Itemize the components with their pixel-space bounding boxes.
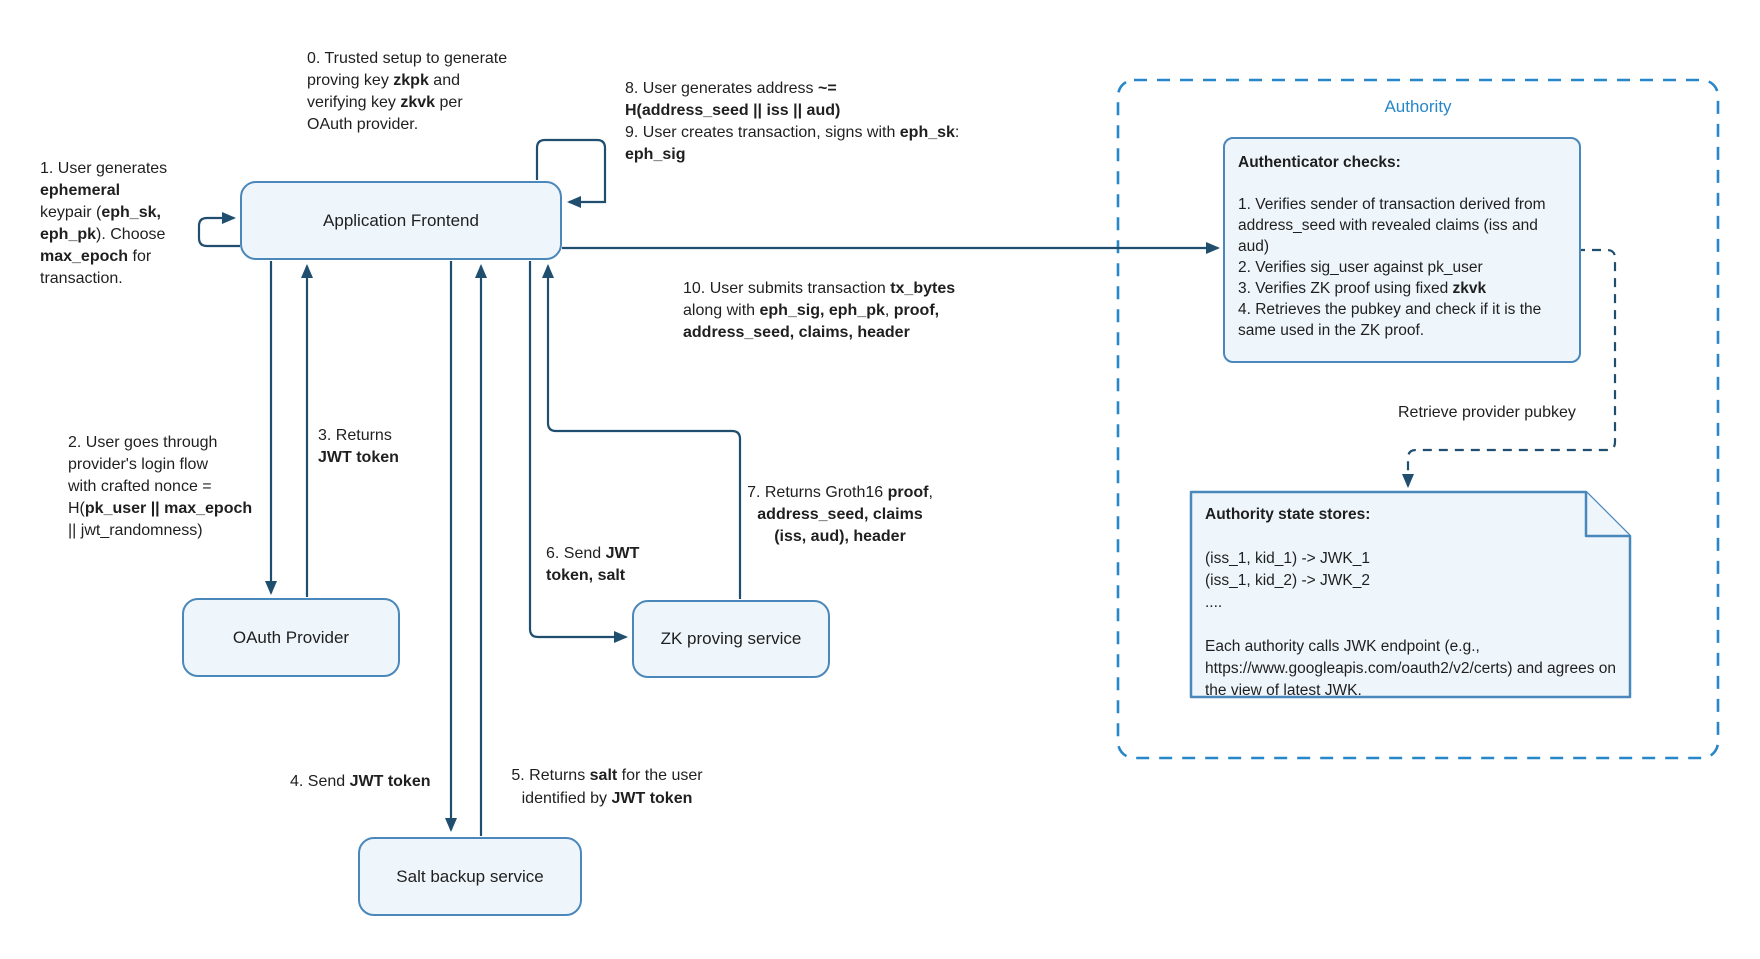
annotation-step-2: 2. User goes through provider's login flow with crafted nonce = H(pk_user || max_epoch || jwt_randomness) bbox=[68, 434, 253, 539]
authority-state-store-note: Each authority calls JWK endpoint (e.g., https://www.googleapis.com/oauth2/v2/certs) and agrees on the view of latest JWK. bbox=[1205, 638, 1616, 699]
authority-state-store-jwk-lines: (iss_1, kid_1) -> JWK_1 (iss_1, kid_2) -> JWK_2 .... bbox=[1205, 550, 1370, 611]
annotation-step-10: 10. User submits transaction tx_bytes along with eph_sig, eph_pk, proof, address_seed, claims, header bbox=[683, 280, 956, 341]
node-salt-backup-service bbox=[358, 837, 582, 916]
authority-state-store-text bbox=[1191, 492, 1631, 697]
connector-step1-self-loop bbox=[199, 218, 240, 246]
annotation-step-4: 4. Send JWT token bbox=[290, 773, 431, 790]
annotation-step-5: 5. Returns salt for the user identified by JWT token bbox=[511, 767, 703, 807]
oauth-provider-label: OAuth Provider bbox=[232, 627, 350, 647]
authority-state-store-title: Authority state stores: bbox=[1205, 506, 1371, 523]
annotation-step-8-9: 8. User generates address ~= H(address_seed || iss || aud) 9. User creates transaction, signs with eph_sk: eph_sig bbox=[625, 80, 960, 163]
authenticator-checks-title: Authenticator checks: bbox=[1238, 154, 1401, 171]
authenticator-checks-panel bbox=[1223, 137, 1581, 363]
application-frontend-label: Application Frontend bbox=[323, 210, 479, 230]
authority-container-label: Authority bbox=[1384, 97, 1452, 116]
salt-backup-service-label: Salt backup service bbox=[396, 866, 544, 886]
annotation-step-3: 3. Returns JWT token bbox=[318, 427, 399, 466]
annotation-step-6: 6. Send JWT token, salt bbox=[546, 545, 640, 584]
annotation-step-0: 0. Trusted setup to generate proving key zkpk and verifying key zkvk per OAuth provider. bbox=[307, 50, 508, 133]
node-oauth-provider bbox=[182, 598, 400, 677]
retrieve-provider-pubkey-label: Retrieve provider pubkey bbox=[1398, 404, 1576, 421]
zk-proving-service-label: ZK proving service bbox=[660, 629, 802, 648]
node-zk-proving-service bbox=[632, 600, 830, 678]
node-application-frontend bbox=[240, 181, 562, 260]
annotation-step-1: 1. User generates ephemeral keypair (eph_sk, eph_pk). Choose max_epoch for transaction. bbox=[40, 160, 168, 287]
authenticator-checks-items: 1. Verifies sender of transaction derived from address_seed with revealed claims (iss and aud) 2. Verifies sig_user against pk_user 3. Verifies ZK proof using fixed zkvk 4. Retrieves the pubkey and check if it is the same used in the ZK proof. bbox=[1238, 196, 1546, 339]
annotation-step-7: 7. Returns Groth16 proof, address_seed, claims (iss, aud), header bbox=[747, 484, 933, 545]
